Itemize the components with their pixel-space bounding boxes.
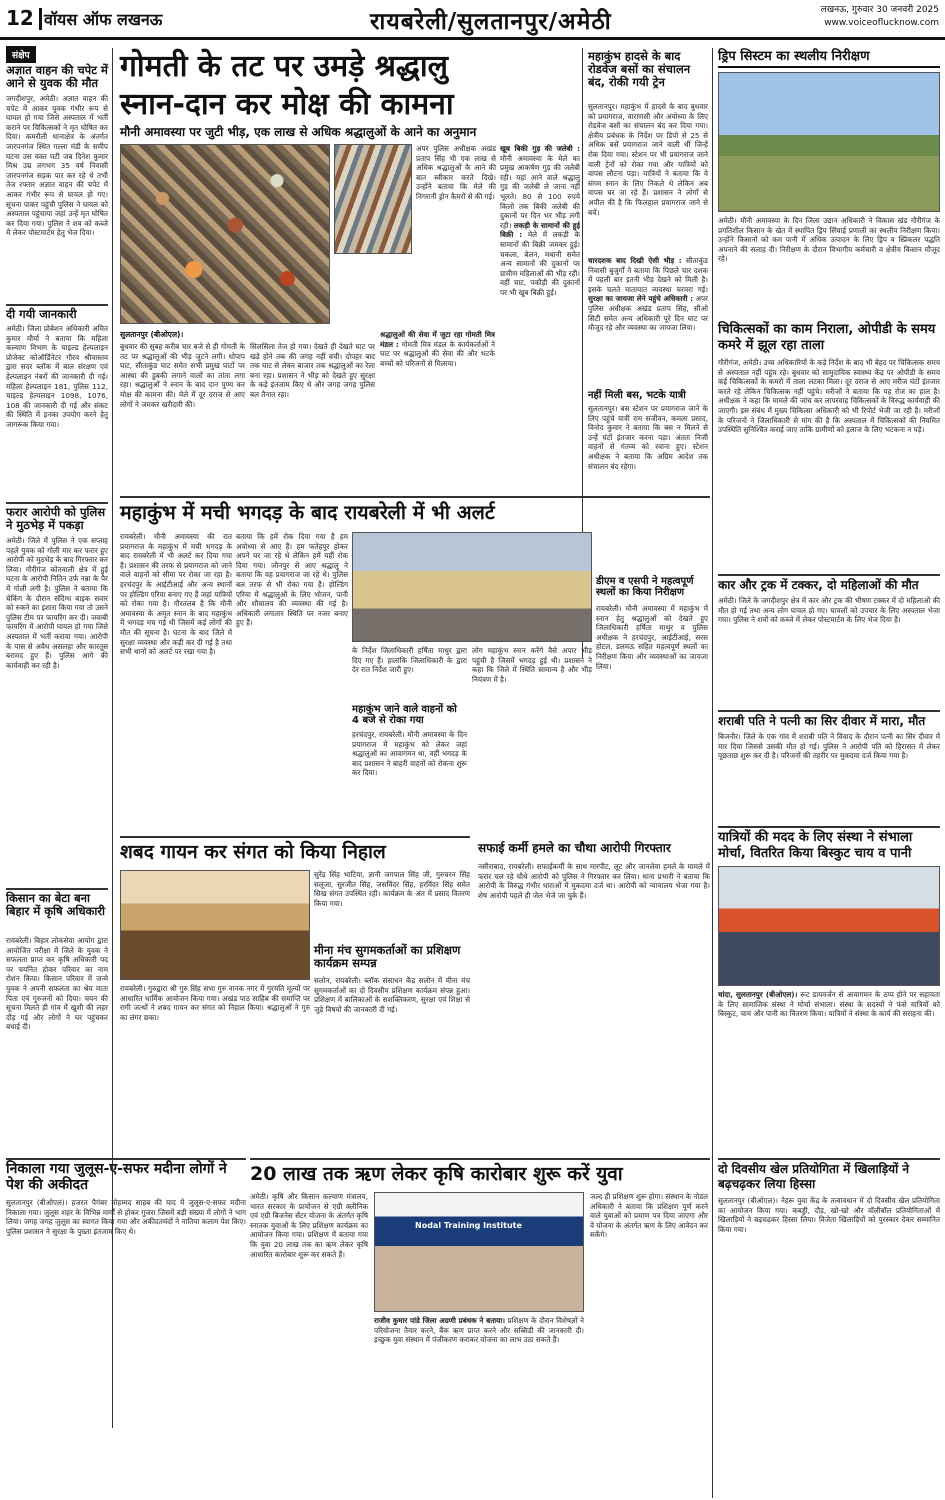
story-encounter: अमेठी। जिले में पुलिस ने एक सप्ताह पहले युवक को गोली मार कर फरार हुए आरोपी को मुठभेड़ के बाद गिरफ्तार कर लिया। गौरीगंज कोतवाली क्षेत्र में हुई घटना के आरोपी नितिन उर्फ नन्ना के पैर में गोली लगी है। पुलिस ने बताया कि चेकिंग के दौरान संदिग्ध बाइक सवार को रुकने का इशारा किया गया तो उसने पुलिस टीम पर फायरिंग कर दी। जवाबी फायरिंग में आरोपी घायल हो गया जिसे अस्पताल में भर्ती कराया गया। आरोपी के पास से अवैध असलहा और कारतूस बरामद हुए हैं। पुलिस आगे की कार्यवाही कर रही है। xyxy=(6,536,108,670)
headline-relief: यात्रियों की मदद के लिए संस्था ने संभाला मोर्चा, वितरित किया बिस्कुट चाय व पानी xyxy=(718,830,913,861)
lead-body-f-text: गोमती मित्र मंडल के कार्यकर्ताओं ने घाट पर श्रद्धालुओं की सेवा की और भटके बच्चों को परिजनों से मिलाया। xyxy=(380,339,495,368)
lead-photo xyxy=(120,144,330,324)
headline-agri-loan: 20 लाख तक ऋण लेकर कृषि कारोबार शुरू करें युवा xyxy=(250,1163,623,1185)
divider xyxy=(718,574,940,576)
lead-dateline: सुलतानपुर (बीओएल)। xyxy=(120,330,184,339)
alert-body-c-text: बताया कि हमें रोक दिया गया है हम अयोध्या से आए हैं। हम फतेहपुर होकर अपने घर जा रहे थे लेकिन हमें यहीं रोक दिया गया। जौनपुर से आए श्रद्धालु ने बताया कि वह प्रयागराज जा रहे थे। xyxy=(236,532,348,580)
headline-info: दी गयी जानकारी xyxy=(6,307,77,321)
date-text: लखनऊ, गुरुवार 30 जनवरी 2025 xyxy=(820,5,939,15)
lead-body-d xyxy=(500,144,580,434)
brief-tag: संक्षेप xyxy=(6,46,36,63)
headline-sports: दो दिवसीय खेल प्रतियोगिता में खिलाड़ियों ने बढ़चढ़कर लिया हिस्सा xyxy=(718,1162,910,1191)
masthead xyxy=(0,0,945,40)
lead-body-f xyxy=(380,330,495,434)
relief-body: रूट डायवर्जन से आवागमन के ठप्प होने पर सहायता के लिए सामाजिक संस्था ने मोर्चा संभाला। संस्था के सदस्यों ने फंसे यात्रियों को बिस्कुट, चाय और पानी का वितरण किया। यात्रियों ने संस्था के कार्य की सराहना की। xyxy=(718,990,940,1019)
paper-name: वॉयस ऑफ लखनऊ xyxy=(44,10,163,29)
alert-body-g: रायबरेली। मौनी अमावस्या में महाकुंभ में स्नान हेतु श्रद्धालुओं को देखते हुए जिलाधिकारी हर्षिता माथुर व पुलिस अधीक्षक ने हरचंदपुर, आईटीआई, सरस होटल, डलमऊ सहित महत्वपूर्ण स्थलों का निरीक्षण किया और व्यवस्थाओं का जायजा लिया। xyxy=(596,604,708,671)
story-sweeper: नसीराबाद, रायबरेली। सफाईकर्मी के साथ मारपीट, लूट और जानलेवा हमले के मामले में फरार चल रहे चौथे आरोपी को पुलिस ने गिरफ्तार कर लिया। थाना प्रभारी ने बताया कि आरोपी के विरुद्ध गंभीर धाराओं में मुकदमा दर्ज था। आरोपी को न्यायालय भेजा गया है। शेष आरोपी पहले ही जेल भेजे जा चुके हैं। xyxy=(478,862,710,900)
divider xyxy=(6,888,108,890)
headline-drunk: शराबी पति ने पत्नी का सिर दीवार में मारा, मौत xyxy=(718,714,926,728)
story-doctors: गौरीगंज, अमेठी। उच्च अधिकारियों के कड़े निर्देश के बाद भी बेहद पर चिकित्सक समय से अस्पताल नहीं पहुंच रहे। बुधवार को सामुदायिक स्वास्थ्य केंद्र पर ओपीडी के समय कई चिकित्सकों के कमरों में ताला लटका मिला। दूर दराज से आए मरीज घंटों इंतजार करते रहे लेकिन चिकित्सक नहीं पहुंचे। मरीजों ने बताया कि यह रोज का हाल है। अधीक्षक ने कहा कि मामले की जांच कर लापरवाह चिकित्सकों के विरुद्ध कार्यवाही की जाएगी। इस संबंध में मुख्य चिकित्सा अधिकारी को भी रिपोर्ट भेजी जा रही है। मरीजों के परिजनों ने जिलाधिकारी से मांग की है कि अस्पताल में चिकित्सकों की नियमित उपस्थिति सुनिश्चित कराई जाए ताकि ग्रामीणों को इलाज के लिए भटकना न पड़े। xyxy=(718,358,940,435)
shabad-body-b: सुरेंद्र सिंह भाटिया, ज्ञानी जगपाल सिंह जी, गुरुचरन सिंह सलूजा, सुरजीत सिंह, जसविंदर सिंह, हरविंदर सिंह समेत सिख संगत उपस्थित रही। कार्यक्रम के अंत में प्रसाद वितरण किया गया। xyxy=(314,870,470,908)
lead-sub3: श्रद्धालुओं की सेवा में जुटा रहा गोमती मित्र मंडल : xyxy=(380,330,495,349)
headline-bus-train: महाकुंभ हादसे के बाद रोडवेज बसों का संचालन बंद, रोकी गयी ट्रेन xyxy=(588,49,691,89)
agri-body-c: जल्द ही प्रशिक्षण शुरू होगा। संस्थान के नोडल अधिकारी ने बताया कि प्रशिक्षण पूर्ण करने वाले युवाओं को प्रमाण पत्र दिया जाएगा और वे योजना के अंतर्गत ऋण के लिए आवेदन कर सकेंगे। xyxy=(590,1192,708,1240)
lead-headline-line2: स्नान-दान कर मोक्ष की कामना xyxy=(120,87,454,122)
story-no-bus: सुलतानपुर। बस स्टेशन पर प्रयागराज जाने के लिए पहुंचे यात्री राम सजीवन, कमला प्रसाद, विनोद कुमार ने बताया कि बस न मिलने से उन्हें घंटों इंतजार करना पड़ा। अंततः निजी वाहनों से गंतव्य को रवाना हुए। स्टेशन अधीक्षक ने बताया कि अग्रिम आदेश तक संचालन बंद रहेगा। xyxy=(588,404,708,471)
headline-meena-manch: मीना मंच सुगमकर्ताओं का प्रशिक्षण कार्यक्रम सम्पन्न xyxy=(314,943,461,970)
meena-manch-body: सलोन, रायबरेली। ब्लॉक संसाधन केंद्र सलोन में मीना मंच सुगमकर्ताओं का दो दिवसीय प्रशिक्षण कार्यक्रम संपन्न हुआ। प्रशिक्षण में बालिकाओं के सशक्तिकरण, सुरक्षा एवं शिक्षा से जुड़े विषयों की जानकारी दी गई। xyxy=(314,976,470,1014)
divider xyxy=(718,826,940,828)
bus-sub1: चारदशक बाद दिखी ऐसी भीड़ : xyxy=(588,256,682,265)
story-sports: सुलतानपुर (बीओएल)। नेहरू युवा केंद्र के तत्वावधान में दो दिवसीय खेल प्रतियोगिता का आयोजन किया गया। कबड्डी, दौड़, खो-खो और वॉलीबॉल प्रतियोगिताओं में खिलाड़ियों ने बढ़चढ़कर हिस्सा लिया। विजेता खिलाड़ियों को पुरस्कार देकर सम्मानित किया गया। xyxy=(718,1196,940,1234)
lead-deck: मौनी अमावस्या पर जुटी भीड़, एक लाख से अधिक श्रद्धालुओं के आने का अनुमान xyxy=(120,125,477,139)
relief-photo xyxy=(718,866,940,986)
bus-body2: सीताकुंड निवासी बुजुर्गों ने बताया कि पिछले चार दशक में पहली बार इतनी भीड़ देखने को मिली है। इसके चलते यातायात व्यवस्था चरमरा गई। xyxy=(588,256,708,294)
divider xyxy=(718,710,940,712)
story-info: अमेठी। जिला प्रोबेशन अधिकारी अमित कुमार मौर्या ने बताया कि महिला कल्याण विभाग के चाइल्ड हेल्पलाइन प्रोजेक्ट कोऑर्डिनेटर गौरव श्रीवास्तव द्वारा सदर ब्लॉक में बाल संरक्षण एवं हेल्पलाइन नंबरों की जानकारी दी गई। महिला हेल्पलाइन 181, पुलिस 112, चाइल्ड हेल्पलाइन 1098, 1076, 108 की जानकारी दी गई और संकट की स्थिति में इनका उपयोग करने हेतु जागरूक किया गया। xyxy=(6,324,108,429)
bus-sub2: सुरक्षा का जायजा लेने पहुंचे अधिकारी : xyxy=(588,294,693,304)
story-bus-crowd xyxy=(588,256,708,391)
story-truck: अमेठी। जिले के जगदीशपुर क्षेत्र में कार और ट्रक की भीषण टक्कर में दो महिलाओं की मौत हो गई तथा अन्य लोग घायल हो गए। घायलों को उपचार के लिए अस्पताल भेजा गया। पुलिस ने शवों को कब्जे में लेकर पोस्टमार्टम के लिए भेज दिया है। xyxy=(718,596,940,625)
lead-sub1: खूब बिकी गुड़ की जलेबी : xyxy=(500,144,580,153)
lead-body-d-text: मौनी अमावस्या के मेले का प्रमुख आकर्षण गुड़ की जलेबी रही। यहां आने वाले श्रद्धालु गुड़ की जलेबी ले जाना नहीं भूलते। 80 से 100 रुपये किलो तक बिकी जलेबी की दुकानों पर दिन भर भीड़ लगी रही। xyxy=(500,153,580,230)
lead-body-b: सिलसिला तेज हो गया। देखते ही देखते घाट पर खड़े होने तक की जगह नहीं बची। दोपहर बाद तक घाट से लेकर बाजार तक श्रद्धालुओं का रेला बना रहा। प्रशासन ने भीड़ को देखते हुए सुरक्षा के कड़े इंतजाम किए थे और जगह जगह पुलिस बल तैनात रहा। xyxy=(250,342,375,399)
bus-body3: अपर पुलिस अधीक्षक अखंड प्रताप सिंह, सीओ सिटी समेत अन्य अधिकारी पूरे दिन घाट पर मौजूद रहे और व्यवस्था का जायजा लिया। xyxy=(588,294,708,333)
drip-photo xyxy=(718,72,940,212)
headline-shabad: शबद गायन कर संगत को किया निहाल xyxy=(120,841,386,863)
alert-photo xyxy=(352,532,592,642)
alert-body-a xyxy=(120,532,232,832)
story-agri-officer: रायबरेली। बिहार लोकसेवा आयोग द्वारा आयोजित परीक्षा में जिले के युवक ने सफलता प्राप्त कर कृषि अधिकारी पद पर चयनित होकर परिवार का नाम रोशन किया। किसान परिवार में जन्मे युवक ने अपनी सफलता का श्रेय माता पिता एवं गुरुजनों को दिया। चयन की सूचना मिलते ही गांव में खुशी की लहर दौड़ गई और लोगों ने घर पहुंचकर बधाई दी। xyxy=(6,936,108,1032)
alert-photo-caption: के निर्देश जिलाधिकारी हर्षिता माथुर द्वारा दिए गए हैं। हालांकि जिलाधिकारी के द्वारा देर रात निर्देश जारी हुए। xyxy=(352,646,467,675)
headline-julus: निकाला गया जुलूस-ए-सफर मदीना लोगों ने पेश की अकीदत xyxy=(6,1161,227,1193)
headline-alert: महाकुंभ में मची भगदड़ के बाद रायबरेली में भी अलर्ट xyxy=(120,501,495,524)
lead-sub2: लकड़ी के सामानों की हुई बिक्री : xyxy=(500,220,580,240)
divider xyxy=(6,1158,246,1160)
headline-agri-officer: किसान का बेटा बना बिहार में कृषि अधिकारी xyxy=(6,891,106,918)
column-rule xyxy=(712,48,713,1498)
divider xyxy=(250,1158,710,1160)
headline-accident: अज्ञात वाहन की चपेट में आने से युवक की मौत xyxy=(6,63,108,90)
divider xyxy=(120,836,470,838)
agri-body-b-text: प्रशिक्षण के दौरान विशेषज्ञों ने परियोजना तैयार करने, बैंक ऋण प्राप्त करने और सब्सिडी की जानकारी दी। इच्छुक युवा संस्थान में पंजीकरण कराकर योजना का लाभ उठा सकते हैं। xyxy=(374,1316,584,1345)
shabad-body-a: रायबरेली। गुरुद्वारा श्री गुरु सिंह सभा गुरु नानक नगर में गुरमति मूल्यों पर आधारित धार्मिक आयोजन किया गया। अखंड पाठ साहिब की समाप्ति पर रागी जत्थों ने शबद गायन कर संगत को निहाल किया। श्रद्धालुओं ने गुरु का लंगर छका। xyxy=(120,984,310,1022)
agri-photo-caption: राजीव कुमार पांडे जिला अग्रणी प्रबंधक ने बताया। xyxy=(374,1316,505,1325)
alert-body-a-text: रायबरेली। मौनी अमावस्या की रात प्रयागराज के महाकुंभ में मची भगदड़ के बाद रायबरेली में भी अलर्ट कर दिया गया है। प्रशासन की तरफ से प्रयागराज को जाने वाले वाहनों को सीमा पर रोका जा रहा है। हरचंदपुर के आईटीआई और अन्य स्थानों पर होल्डिंग एरिया बनाए गए हैं जहां यात्रियों को रोका गया है। xyxy=(120,532,232,609)
story-drip: अमेठी। मौनी अमावस्या के दिन जिला उद्यान अधिकारी ने विकास खंड गौरीगंज के प्रगतिशील किसान के खेत में स्थापित ड्रिप सिंचाई प्रणाली का स्थलीय निरीक्षण किया। उन्होंने किसानों को कम पानी में अधिक उत्पादन के लिए ड्रिप व स्प्रिंकलर पद्धति अपनाने की सलाह दी। निरीक्षण के दौरान विभागीय कर्मचारी व क्षेत्रीय किसान मौजूद रहे। xyxy=(718,216,940,264)
alert-sub-inspection: डीएम व एसपी ने महत्वपूर्ण स्थलों का किया निरीक्षण xyxy=(596,576,694,599)
headline-encounter: फरार आरोपी को पुलिस ने मुठभेड़ में पकड़ा xyxy=(6,505,106,532)
agri-body-a: अमेठी। कृषि और किसान कल्याण मंत्रालय, भारत सरकार के प्रायोजन से एग्री क्लीनिक एवं एग्री बिजनेस सेंटर योजना के अंतर्गत कृषि स्नातक युवाओं के लिए प्रशिक्षण कार्यक्रम का आयोजन किया गया। प्रशिक्षण में बताया गया कि युवा 20 लाख तक का ऋण लेकर कृषि आधारित कारोबार शुरू कर सकते हैं। xyxy=(250,1192,368,1259)
headline-drip: ड्रिप सिस्टम का स्थलीय निरीक्षण xyxy=(718,50,940,68)
divider xyxy=(6,502,108,504)
story-bus-train: सुलतानपुर। महाकुंभ में हादसे के बाद बुधवार को प्रयागराज, वाराणसी और अयोध्या के लिए रोडवेज बसों का संचालन बंद कर दिया गया। क्षेत्रीय प्रबंधक के निर्देश पर डिपो से 25 से अधिक बसें प्रयागराज जाने वाली थीं जिन्हें रोक दिया गया। स्टेशन पर भी प्रयागराज जाने वाली ट्रेनों को रोका गया और यात्रियों को वापस लौटना पड़ा। यात्रियों ने बताया कि वे संगम स्नान के लिए निकले थे लेकिन अब वापस घर जा रहे हैं। प्रशासन ने लोगों से अपील की है कि फिलहाल प्रयागराज जाने से बचें। xyxy=(588,102,708,217)
story-drunk: बिजनौर। जिले के एक गांव में शराबी पति ने विवाद के दौरान पत्नी का सिर दीवार में मार दिया जिससे उसकी मौत हो गई। पुलिस ने आरोपी पति को हिरासत में लेकर पूछताछ शुरू कर दी है। परिजनों की तहरीर पर मुकदमा दर्ज किया गया है। xyxy=(718,732,940,761)
page-number: 12 xyxy=(6,6,34,30)
lead-headline-line1: गोमती के तट पर उमड़े श्रद्धालु xyxy=(120,49,449,84)
story-accident: जगदीशपुर, अमेठी। अज्ञात वाहन की चपेट में आकर युवक गंभीर रूप से घायल हो गया जिसे अस्पताल में भर्ती कराने पर चिकित्सकों ने मृत घोषित कर दिया। कमरौली थानाक्षेत्र के अंतर्गत जारपनगंज स्थित गल्ला मंडी के समीप घटना उस वक्त घटी जब दिनेश कुमार मिश्र उम्र लगभग 35 वर्ष निवासी जारपनगंज सड़क पार कर रहे थे तभी तेज रफ्तार अज्ञात वाहन की चपेट में आकर गंभीर रूप से घायल हो गए। सूचना पाकर पहुंची पुलिस ने घायल को अस्पताल पहुंचाया जहां उन्हें मृत घोषित कर दिया गया। पुलिस ने शव को कब्जे में लेकर पोस्टमार्टम हेतु भेज दिया। xyxy=(6,94,108,238)
agri-banner-text: Nodal Training Institute xyxy=(415,1221,522,1230)
alert-body-b-text: गौरतलब है कि मौनी अमावस्या के अमृत स्नान के बाद महाकुंभ में भगदड़ मच गई थी जिसमें कई लोगों की मौत की सूचना है। घटना के बाद जिले में सुरक्षा व्यवस्था और कड़ी कर दी गई है तथा सभी थानों को अलर्ट पर रखा गया है। xyxy=(120,599,232,657)
story-relief xyxy=(718,990,940,1154)
website-link[interactable]: www.voiceoflucknow.com xyxy=(824,18,939,28)
shabad-photo xyxy=(120,870,310,980)
alert-body-d-text: पुलिस बल तरफ से भी रोका गया है। होल्डिंग एरिया में श्रद्धालुओं के लिए भोजन, पानी और शौचालय की व्यवस्था की गई है। अधिकारी लगातार स्थिति पर नजर बनाए हुए हैं। xyxy=(236,570,348,628)
section-title: रायबरेली/सुलतानपुर/अमेठी xyxy=(370,9,612,35)
headline-no-bus: नहीं मिली बस, भटके यात्री xyxy=(588,390,686,401)
alert-body-c xyxy=(236,532,348,832)
lead-photo-inset xyxy=(334,144,412,254)
headline-truck: कार और ट्रक में टक्कर, दो महिलाओं की मौत xyxy=(718,578,919,592)
headline-doctors: चिकित्सकों का काम निराला, ओपीडी के समय कमरे में झूल रहा ताला xyxy=(718,322,936,353)
divider xyxy=(718,1158,940,1160)
agri-photo xyxy=(374,1192,584,1312)
alert-body-f-extra xyxy=(596,532,708,572)
divider xyxy=(120,496,710,498)
dateline xyxy=(821,4,939,30)
headline-sweeper: सफाई कर्मी हमले का चौथा आरोपी गिरफ्तार xyxy=(478,841,671,855)
lead-body-a: बुधवार की सुबह करीब चार बजे से ही गोमती के तट पर श्रद्धालुओं की भीड़ जुटने लगी। धोपाप घाट, सीताकुंड घाट समेत सभी प्रमुख घाटों पर आस्था की डुबकी लगाने वालों का तांता लगा रहा। श्रद्धालुओं ने स्नान के बाद दान पुण्य कर मोक्ष की कामना की। मेले में दूर दराज से आए लोगों ने जमकर खरीदारी की। xyxy=(120,342,245,409)
lead-body-e-text: मेले में लकड़ी के सामानों की बिक्री जमकर हुई। चकला, बेलन, मथानी समेत अन्य सामानों की दुकानों पर ग्रामीण महिलाओं की भीड़ रही। वहीं चाट, पकौड़ी की दुकानों पर भी खूब बिक्री हुई। xyxy=(500,230,580,297)
story-julus: सुलतानपुर (बीओएल)। हजरत पैगंबर मोहम्मद साहब की याद में जुलूस-ए-सफर मदीना निकाला गया। जुलूस शहर के विभिन्न मार्गों से होकर गुजरा जिसमें बड़ी संख्या में लोगों ने भाग लिया। जगह जगह जुलूस का स्वागत किया गया और अकीदतमंदों ने नातिया कलाम पेश किए। पुलिस प्रशासन ने सुरक्षा के पुख्ता इंतजाम किए थे। xyxy=(6,1198,246,1236)
lead-body-c: अपर पुलिस अधीक्षक अखंड प्रताप सिंह भी एक लाख से अधिक श्रद्धालुओं के आने की बात स्वीकार करते दिखे। उन्होंने बताया कि मेले की निगरानी ड्रोन कैमरों से की गई। xyxy=(416,144,496,201)
alert-sub-vehicles: महाकुंभ जाने वाले वाहनों को 4 बजे से रोका गया xyxy=(352,704,457,727)
alert-body-e: हरचंदपुर, रायबरेली। मौनी अमावस्या के दिन प्रयागराज में महाकुंभ को लेकर जहां श्रद्धालुओं का आवागमन था, वहीं भगदड़ के बाद प्रशासन ने बाहरी वाहनों को रोकना शुरू कर दिया। xyxy=(352,730,467,778)
agri-body-b xyxy=(374,1316,584,1494)
relief-caption: चांदा, सुलतानपुर (बीओएल)। xyxy=(718,990,798,999)
alert-body-f: लोग महाकुंभ स्नान करेंगे वैसे अपार भीड़ पहुंची है जिसमें भगदड़ हुई थी। प्रशासन ने कहा कि जिले में स्थिति सामान्य है और भीड़ नियंत्रण में है। xyxy=(472,646,592,684)
divider xyxy=(6,304,108,306)
